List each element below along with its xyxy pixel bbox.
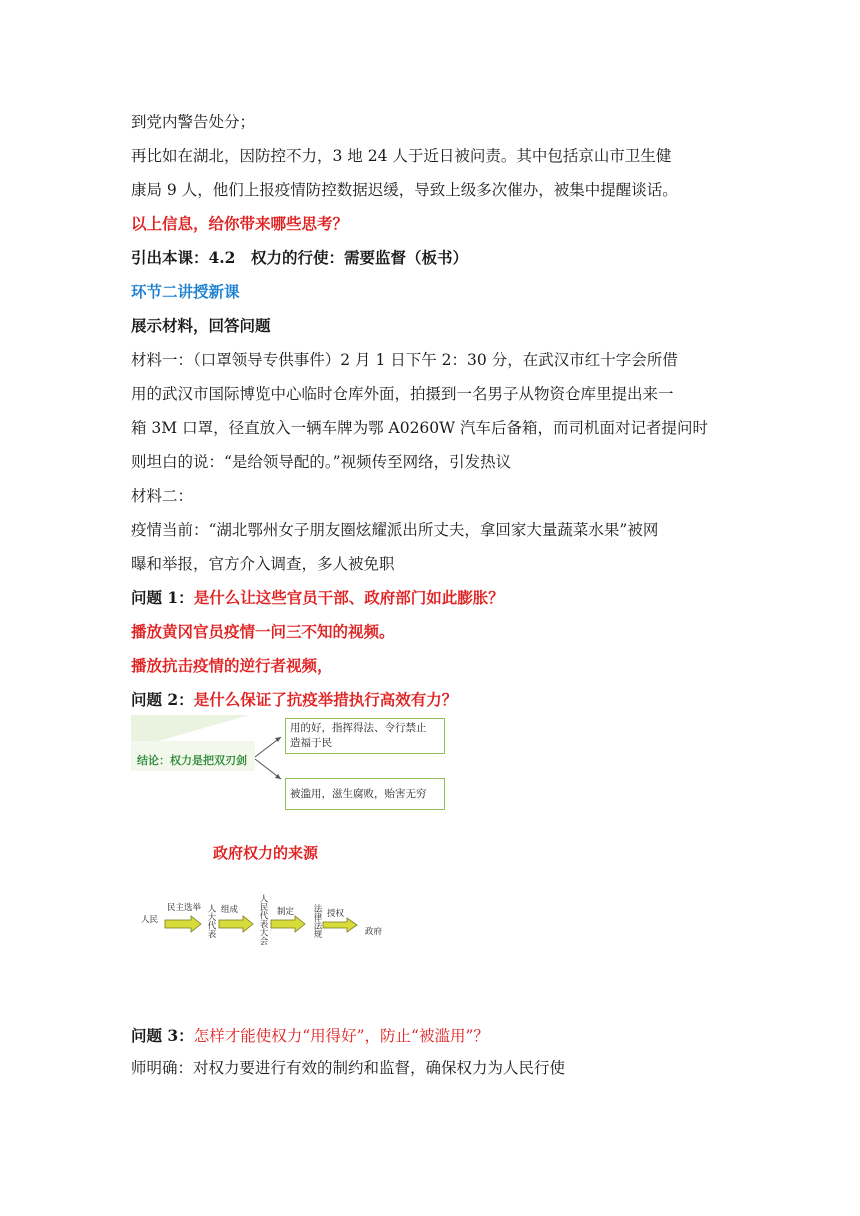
- good-use-box: 用的好，指挥得法、令行禁止 造福于民: [285, 718, 445, 754]
- node-npc-deputies: 人大代表: [206, 904, 216, 938]
- arrow-4: [323, 918, 357, 932]
- question-3: [131, 1026, 741, 1046]
- paragraph-line: 到党内警告处分；: [131, 113, 256, 131]
- question-3-prefix: 问题 3：: [131, 1026, 194, 1045]
- teacher-conclusion: 师明确：对权力要进行有效的制约和监督，确保权力为人民行使: [131, 1059, 566, 1077]
- paragraph-line: 材料一：（口罩领导专供事件）2 月 1 日下午 2：30 分，在武汉市红十字会所借: [131, 351, 678, 369]
- paragraph-line: 曝和举报，官方介入调查，多人被免职: [131, 555, 395, 573]
- paragraph-line: 康局 9 人，他们上报疫情防控数据迟缓，导致上级多次催办，被集中提醒谈话。: [131, 181, 678, 199]
- question-3-text: 怎样才能使权力“用得好”，防止“被滥用”？: [193, 1027, 489, 1045]
- node-people: 人民: [141, 915, 159, 925]
- arrow-2: [219, 916, 253, 932]
- power-source-flow: [131, 890, 401, 970]
- section-heading: 环节二讲授新课: [131, 282, 240, 301]
- paragraph-line: 则坦白的说：“是给领导配的。”视频传至网络，引发热议: [131, 453, 512, 471]
- node-laws: 法律法规: [312, 904, 322, 938]
- abuse-box: 被滥用，滋生腐败，贻害无穷: [285, 778, 445, 810]
- diagram-title: 政府权力的来源: [213, 844, 319, 862]
- arrow-1: [165, 916, 201, 932]
- node-peoples-congress: 人民代表大会: [258, 894, 268, 945]
- question-2-prefix: 问题 2：: [131, 690, 194, 709]
- arrow-3: [271, 916, 305, 932]
- question-1-prefix: 问题 1：: [131, 588, 194, 607]
- video-note: 播放抗击疫情的逆行者视频，: [131, 656, 333, 675]
- video-note: 播放黄冈官员疫情一问三不知的视频。: [131, 622, 395, 641]
- conclusion-label: 结论：权力是把双刃剑: [137, 754, 247, 767]
- label-compose: 组成: [221, 905, 239, 915]
- label-authorize: 授权: [327, 909, 345, 919]
- node-government: 政府: [365, 927, 383, 937]
- paragraph-line: 用的武汉市国际博览中心临时仓库外面，拍摄到一名男子从物资仓库里提出来一: [131, 385, 674, 403]
- question-2: [131, 690, 741, 710]
- question-1: [131, 588, 741, 608]
- question-prompt: 以上信息，给你带来哪些思考？: [131, 214, 349, 233]
- question-2-text: 是什么保证了抗疫举措执行高效有力？: [193, 690, 458, 709]
- activity-heading: 展示材料，回答问题: [131, 316, 271, 335]
- double-edged-sword-diagram: [131, 715, 453, 821]
- paragraph-line: 再比如在湖北，因防控不力，3 地 24 人于近日被问责。其中包括京山市卫生健: [131, 147, 672, 165]
- paragraph-line: 材料二：: [131, 487, 194, 505]
- paragraph-line: 疫情当前：“湖北鄂州女子朋友圈炫耀派出所丈夫，拿回家大量蔬菜水果”被网: [131, 521, 659, 539]
- question-1-text: 是什么让这些官员干部、政府部门如此膨胀？: [193, 588, 504, 607]
- label-democratic-election: 民主选举: [167, 903, 202, 913]
- lesson-title: 引出本课：4.2 权力的行使：需要监督（板书）: [131, 248, 468, 267]
- label-enact: 制定: [277, 907, 295, 917]
- paragraph-line: 箱 3M 口罩，径直放入一辆车牌为鄂 A0260W 汽车后备箱，而司机面对记者提问时: [131, 419, 709, 437]
